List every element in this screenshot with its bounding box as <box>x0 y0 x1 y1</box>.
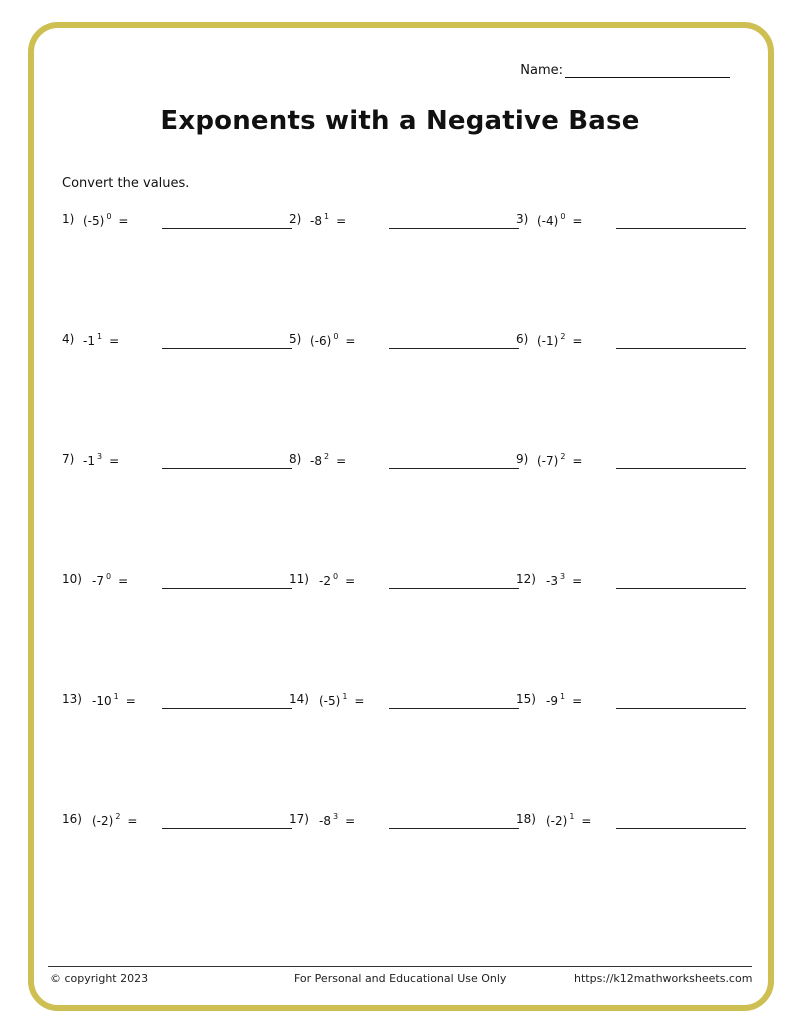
problem-number: 4) <box>62 332 75 346</box>
problem-18 <box>516 808 746 832</box>
problem-number: 13) <box>62 692 82 706</box>
problem-number: 1) <box>62 212 75 226</box>
problem-12 <box>516 568 746 592</box>
problem-11 <box>289 568 519 592</box>
expression-base: (-2) <box>546 814 568 828</box>
problem-6 <box>516 328 746 352</box>
equals-sign: = <box>109 334 120 348</box>
expression-base: -8 <box>310 214 322 228</box>
problem-number: 14) <box>289 692 309 706</box>
expression-base: (-6) <box>310 334 332 348</box>
expression-exponent: 1 <box>569 812 575 821</box>
answer-line[interactable] <box>389 228 519 229</box>
expression-exponent: 0 <box>333 332 339 341</box>
problem-expression <box>92 812 137 828</box>
problem-number: 18) <box>516 812 536 826</box>
equals-sign: = <box>336 214 347 228</box>
expression-base: (-4) <box>537 214 559 228</box>
expression-exponent: 2 <box>323 452 330 461</box>
problem-7 <box>62 448 292 472</box>
problem-expression <box>546 692 582 708</box>
problem-expression <box>310 212 346 228</box>
answer-line[interactable] <box>616 828 746 829</box>
answer-line[interactable] <box>616 708 746 709</box>
expression-exponent: 0 <box>332 572 339 581</box>
expression-base: (-7) <box>537 454 559 468</box>
answer-line[interactable] <box>389 708 519 709</box>
problem-expression <box>310 452 346 468</box>
answer-line[interactable] <box>389 468 519 469</box>
problem-expression <box>537 452 582 468</box>
expression-base: -8 <box>310 454 322 468</box>
equals-sign: = <box>572 454 583 468</box>
expression-exponent: 1 <box>113 692 119 701</box>
equals-sign: = <box>125 694 136 708</box>
expression-base: (-5) <box>319 694 341 708</box>
expression-base: -7 <box>92 574 104 588</box>
problem-16 <box>62 808 292 832</box>
problem-number: 8) <box>289 452 302 466</box>
worksheet-title: Exponents with a Negative Base <box>160 106 640 136</box>
expression-exponent: 1 <box>323 212 330 221</box>
expression-base: (-2) <box>92 814 114 828</box>
problem-number: 15) <box>516 692 536 706</box>
equals-sign: = <box>572 574 583 588</box>
answer-line[interactable] <box>616 588 746 589</box>
equals-sign: = <box>127 814 138 828</box>
equals-sign: = <box>354 694 365 708</box>
equals-sign: = <box>572 214 583 228</box>
problem-expression <box>319 692 364 708</box>
expression-exponent: 2 <box>560 452 566 461</box>
problem-number: 11) <box>289 572 309 586</box>
equals-sign: = <box>345 334 356 348</box>
answer-line[interactable] <box>162 228 292 229</box>
problem-number: 3) <box>516 212 529 226</box>
problem-number: 16) <box>62 812 82 826</box>
expression-base: -3 <box>546 574 558 588</box>
answer-line[interactable] <box>616 228 746 229</box>
name-field[interactable] <box>520 63 730 78</box>
footer-divider <box>48 966 752 967</box>
problem-expression <box>537 212 582 228</box>
equals-sign: = <box>336 454 347 468</box>
equals-sign: = <box>118 574 129 588</box>
equals-sign: = <box>345 574 356 588</box>
expression-base: -9 <box>546 694 558 708</box>
answer-line[interactable] <box>616 348 746 349</box>
problem-expression <box>83 332 119 348</box>
answer-line[interactable] <box>162 468 292 469</box>
expression-exponent: 0 <box>106 212 112 221</box>
problem-8 <box>289 448 519 472</box>
expression-base: -10 <box>92 694 112 708</box>
problem-number: 9) <box>516 452 529 466</box>
name-blank-line[interactable] <box>565 63 730 78</box>
equals-sign: = <box>572 694 583 708</box>
answer-line[interactable] <box>389 348 519 349</box>
equals-sign: = <box>345 814 356 828</box>
problem-13 <box>62 688 292 712</box>
problem-1 <box>62 208 292 232</box>
answer-line[interactable] <box>162 588 292 589</box>
expression-exponent: 3 <box>332 812 339 821</box>
problem-10 <box>62 568 292 592</box>
expression-exponent: 1 <box>96 332 103 341</box>
answer-line[interactable] <box>616 468 746 469</box>
problem-expression <box>537 332 582 348</box>
problem-3 <box>516 208 746 232</box>
equals-sign: = <box>109 454 120 468</box>
problem-expression <box>83 212 128 228</box>
problem-number: 12) <box>516 572 536 586</box>
expression-base: -1 <box>83 454 95 468</box>
problem-2 <box>289 208 519 232</box>
answer-line[interactable] <box>162 708 292 709</box>
problem-5 <box>289 328 519 352</box>
answer-line[interactable] <box>162 828 292 829</box>
problem-expression <box>546 812 591 828</box>
footer-website[interactable]: https://k12mathworksheets.com <box>574 972 753 985</box>
problem-number: 5) <box>289 332 302 346</box>
problem-expression <box>92 572 128 588</box>
footer-usage: For Personal and Educational Use Only <box>294 972 507 985</box>
instructions: Convert the values. <box>62 176 190 191</box>
answer-line[interactable] <box>162 348 292 349</box>
expression-exponent: 0 <box>105 572 112 581</box>
equals-sign: = <box>118 214 129 228</box>
expression-base: -1 <box>83 334 95 348</box>
expression-exponent: 2 <box>560 332 566 341</box>
answer-line[interactable] <box>389 828 519 829</box>
problem-expression <box>319 812 355 828</box>
problem-expression <box>83 452 119 468</box>
expression-exponent: 0 <box>560 212 566 221</box>
problem-number: 7) <box>62 452 75 466</box>
expression-base: -8 <box>319 814 331 828</box>
problem-expression <box>319 572 355 588</box>
answer-line[interactable] <box>389 588 519 589</box>
expression-base: -2 <box>319 574 331 588</box>
problem-14 <box>289 688 519 712</box>
problem-number: 10) <box>62 572 82 586</box>
problem-expression <box>310 332 355 348</box>
problem-17 <box>289 808 519 832</box>
expression-base: (-5) <box>83 214 105 228</box>
equals-sign: = <box>581 814 592 828</box>
expression-exponent: 3 <box>96 452 103 461</box>
problem-number: 6) <box>516 332 529 346</box>
problem-9 <box>516 448 746 472</box>
footer-copyright: © copyright 2023 <box>50 972 149 985</box>
expression-exponent: 3 <box>559 572 566 581</box>
problem-number: 2) <box>289 212 302 226</box>
equals-sign: = <box>572 334 583 348</box>
page-border <box>28 22 774 1011</box>
name-label: Name: <box>520 63 563 78</box>
problem-expression <box>546 572 582 588</box>
expression-base: (-1) <box>537 334 559 348</box>
expression-exponent: 2 <box>115 812 121 821</box>
problem-15 <box>516 688 746 712</box>
problem-expression <box>92 692 136 708</box>
problem-number: 17) <box>289 812 309 826</box>
expression-exponent: 1 <box>342 692 348 701</box>
problem-4 <box>62 328 292 352</box>
expression-exponent: 1 <box>559 692 566 701</box>
